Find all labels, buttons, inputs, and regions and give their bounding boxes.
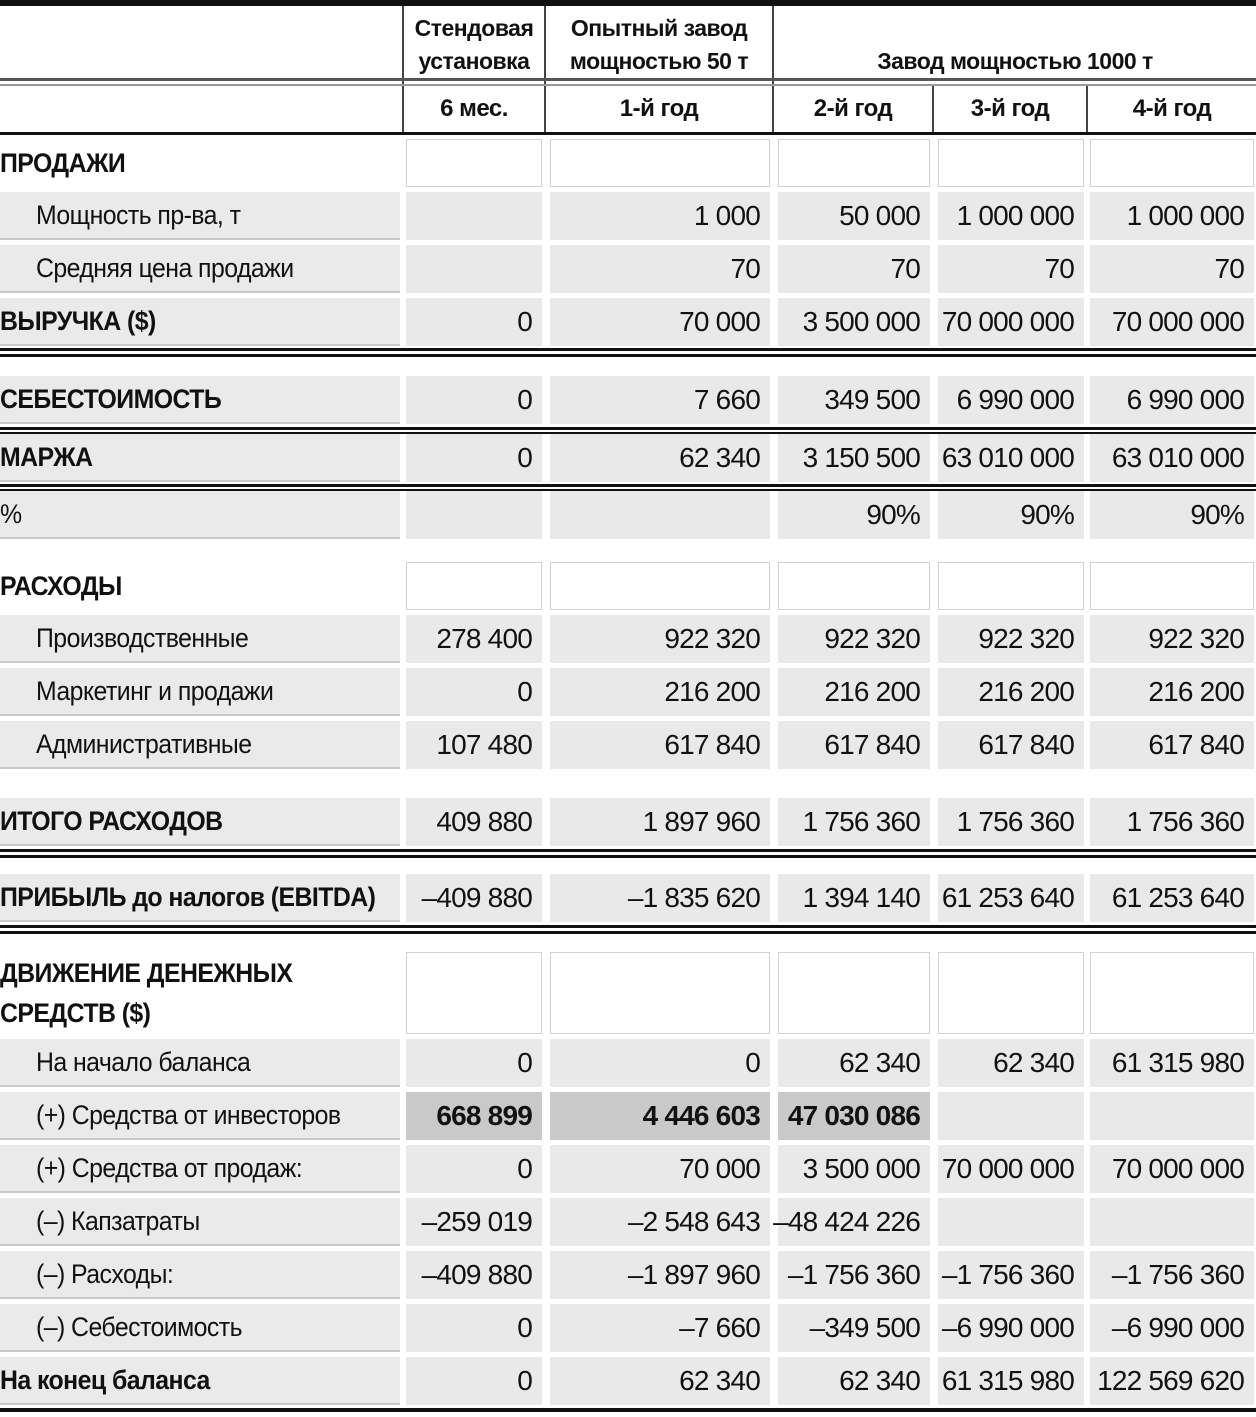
value-cell	[1090, 952, 1254, 1034]
value-cell: 6 990 000	[938, 376, 1084, 424]
value-cell: 70 000 000	[1090, 298, 1254, 346]
double-rule	[0, 354, 1256, 357]
value-cell: 617 840	[778, 721, 930, 769]
value-cell: 70 000 000	[938, 298, 1084, 346]
row-label	[0, 491, 400, 539]
value-cell: 922 320	[938, 615, 1084, 663]
value-cell: 90%	[1090, 491, 1254, 539]
value-cell	[938, 139, 1084, 187]
value-cell: 90%	[778, 491, 930, 539]
value-cell: 62 340	[778, 1039, 930, 1087]
value-cell	[778, 139, 930, 187]
double-rule	[0, 427, 1256, 430]
table-row	[0, 874, 1256, 922]
row-label-text: %	[0, 498, 22, 529]
double-rule	[0, 348, 1256, 351]
table-row	[0, 1304, 1256, 1352]
value-cell: 3 500 000	[778, 298, 930, 346]
value-cell: –409 880	[406, 1251, 542, 1299]
value-cell	[406, 245, 542, 293]
row-label: ПРОДАЖИ	[0, 147, 126, 178]
row-label-text: Маркетинг и продажи	[36, 675, 274, 706]
row-label-text: (+) Средства от продаж:	[36, 1152, 303, 1183]
table-row	[0, 1251, 1256, 1299]
value-cell: –6 990 000	[938, 1304, 1084, 1352]
double-rule	[0, 931, 1256, 934]
value-cell: 278 400	[406, 615, 542, 663]
row-label	[0, 874, 400, 922]
table-row	[0, 376, 1256, 424]
value-cell: –1 835 620	[550, 874, 770, 922]
header-period: 1-й год	[619, 95, 699, 122]
table-row	[0, 434, 1256, 482]
value-cell: 63 010 000	[1090, 434, 1254, 482]
row-label-text: На начало баланса	[36, 1046, 251, 1077]
row-label	[0, 245, 400, 293]
value-cell: 0	[406, 1357, 542, 1405]
row-label-text: (–) Себестоимость	[36, 1311, 242, 1342]
row-label	[0, 798, 400, 846]
value-cell: 122 569 620	[1090, 1357, 1254, 1405]
table-row	[0, 668, 1256, 716]
value-cell	[550, 491, 770, 539]
row-label-text: ПРИБЫЛЬ до налогов (EBITDA)	[0, 881, 376, 912]
value-cell-highlight: 668 899	[406, 1092, 542, 1140]
value-cell	[406, 192, 542, 240]
row-label-text: МАРЖА	[0, 441, 93, 472]
header-period: 4-й год	[1132, 95, 1212, 122]
value-cell: 61 315 980	[1090, 1039, 1254, 1087]
table-row	[0, 1198, 1256, 1246]
value-cell: 1 394 140	[778, 874, 930, 922]
table-row	[0, 1092, 1256, 1140]
header-period: 2-й год	[813, 95, 893, 122]
value-cell	[406, 139, 542, 187]
section-expenses-row	[0, 562, 1256, 610]
value-cell-highlight: 47 030 086	[778, 1092, 930, 1140]
value-cell: 1 756 360	[778, 798, 930, 846]
row-label	[0, 1145, 400, 1193]
header-period: 3-й год	[970, 95, 1050, 122]
row-label-text: (–) Расходы:	[36, 1258, 174, 1289]
value-cell: 63 010 000	[938, 434, 1084, 482]
table-row	[0, 491, 1256, 539]
value-cell: –1 756 360	[778, 1251, 930, 1299]
value-cell: 62 340	[938, 1039, 1084, 1087]
value-cell: 617 840	[938, 721, 1084, 769]
value-cell: 1 000 000	[938, 192, 1084, 240]
row-label: ДВИЖЕНИЕ ДЕНЕЖНЫХ СРЕДСТВ ($)	[0, 958, 293, 1028]
value-cell: 0	[550, 1039, 770, 1087]
value-cell	[406, 491, 542, 539]
value-cell: 70	[550, 245, 770, 293]
value-cell: 0	[406, 1039, 542, 1087]
value-cell: 6 990 000	[1090, 376, 1254, 424]
value-cell: 70 000 000	[938, 1145, 1084, 1193]
value-cell: 1 897 960	[550, 798, 770, 846]
value-cell: 1 000 000	[1090, 192, 1254, 240]
row-label	[0, 192, 400, 240]
value-cell	[778, 952, 930, 1034]
value-cell: 216 200	[1090, 668, 1254, 716]
double-rule	[0, 484, 1256, 487]
table-row	[0, 245, 1256, 293]
bottom-border	[0, 1408, 1256, 1412]
value-cell: 70	[938, 245, 1084, 293]
value-cell: –7 660	[550, 1304, 770, 1352]
table-row	[0, 1145, 1256, 1193]
row-label	[0, 721, 400, 769]
value-cell: 0	[406, 668, 542, 716]
value-cell: –1 756 360	[1090, 1251, 1254, 1299]
row-label-text: Средняя цена продажи	[36, 252, 294, 283]
value-cell: 0	[406, 376, 542, 424]
value-cell: –409 880	[406, 874, 542, 922]
row-label	[0, 1304, 400, 1352]
row-label-text: ВЫРУЧКА ($)	[0, 305, 156, 336]
value-cell: 0	[406, 298, 542, 346]
value-cell: 1 000	[550, 192, 770, 240]
value-cell: 922 320	[778, 615, 930, 663]
value-cell: 3 150 500	[778, 434, 930, 482]
row-label	[0, 1092, 400, 1140]
value-cell: 0	[406, 1145, 542, 1193]
row-label	[0, 376, 400, 424]
value-cell: 409 880	[406, 798, 542, 846]
section-cashflow-row	[0, 952, 1256, 1034]
row-label	[0, 1357, 400, 1405]
value-cell: –48 424 226	[778, 1198, 930, 1246]
value-cell: 349 500	[778, 376, 930, 424]
value-cell: 61 253 640	[1090, 874, 1254, 922]
row-label	[0, 434, 400, 482]
value-cell	[938, 952, 1084, 1034]
row-label-text: (+) Средства от инвесторов	[36, 1099, 341, 1130]
header-bottom-border	[0, 132, 1256, 135]
table-row	[0, 298, 1256, 346]
row-label-text: Мощность пр-ва, т	[36, 199, 241, 230]
row-label	[0, 1039, 400, 1087]
value-cell	[406, 952, 542, 1034]
value-cell: 50 000	[778, 192, 930, 240]
value-cell: 617 840	[1090, 721, 1254, 769]
value-cell: 90%	[938, 491, 1084, 539]
value-cell: 7 660	[550, 376, 770, 424]
value-cell: 61 253 640	[938, 874, 1084, 922]
table-row	[0, 721, 1256, 769]
value-cell: 70	[1090, 245, 1254, 293]
value-cell	[1090, 562, 1254, 610]
value-cell: 922 320	[550, 615, 770, 663]
table-row	[0, 192, 1256, 240]
header-group-pilot: Опытный завод мощностью 50 т	[569, 15, 749, 74]
row-label-text: Производственные	[36, 622, 249, 653]
double-rule	[0, 849, 1256, 852]
double-rule	[0, 925, 1256, 928]
header-group-bench: Стендовая установка	[414, 15, 534, 74]
table-row	[0, 1039, 1256, 1087]
row-label-text: (–) Капзатраты	[36, 1205, 200, 1236]
value-cell: 107 480	[406, 721, 542, 769]
value-cell	[550, 562, 770, 610]
row-label-text: На конец баланса	[0, 1364, 210, 1395]
row-label	[0, 1198, 400, 1246]
value-cell: 216 200	[938, 668, 1084, 716]
table-row	[0, 615, 1256, 663]
header-divider	[0, 78, 1256, 81]
value-cell: 0	[406, 1304, 542, 1352]
value-cell: 216 200	[778, 668, 930, 716]
value-cell-highlight: 4 446 603	[550, 1092, 770, 1140]
row-label	[0, 298, 400, 346]
value-cell	[1090, 139, 1254, 187]
header-group-plant: Завод мощностью 1000 т	[877, 48, 1153, 74]
value-cell	[550, 952, 770, 1034]
value-cell	[938, 1198, 1084, 1246]
value-cell	[1090, 1198, 1254, 1246]
value-cell: 62 340	[550, 1357, 770, 1405]
value-cell: –2 548 643	[550, 1198, 770, 1246]
row-label	[0, 1251, 400, 1299]
table-row	[0, 1357, 1256, 1405]
value-cell: 70 000	[550, 1145, 770, 1193]
value-cell	[406, 562, 542, 610]
value-cell	[938, 1092, 1084, 1140]
value-cell: 1 756 360	[1090, 798, 1254, 846]
value-cell	[550, 139, 770, 187]
value-cell: 62 340	[778, 1357, 930, 1405]
value-cell: 1 756 360	[938, 798, 1084, 846]
double-rule	[0, 855, 1256, 858]
header-period: 6 мес.	[440, 95, 508, 122]
value-cell	[938, 562, 1084, 610]
value-cell: 216 200	[550, 668, 770, 716]
value-cell: –1 756 360	[938, 1251, 1084, 1299]
value-cell: –349 500	[778, 1304, 930, 1352]
row-label-text: ИТОГО РАСХОДОВ	[0, 805, 223, 836]
row-label-text: Административные	[36, 728, 252, 759]
header-group-row	[0, 6, 1256, 82]
row-label	[0, 615, 400, 663]
value-cell: 70 000	[550, 298, 770, 346]
value-cell	[1090, 1092, 1254, 1140]
value-cell: 70	[778, 245, 930, 293]
value-cell: –1 897 960	[550, 1251, 770, 1299]
row-label-text: СЕБЕСТОИМОСТЬ	[0, 383, 222, 414]
value-cell	[778, 562, 930, 610]
value-cell: 922 320	[1090, 615, 1254, 663]
value-cell: 62 340	[550, 434, 770, 482]
table-row	[0, 798, 1256, 846]
value-cell: –6 990 000	[1090, 1304, 1254, 1352]
value-cell: 0	[406, 434, 542, 482]
value-cell: 3 500 000	[778, 1145, 930, 1193]
value-cell: –259 019	[406, 1198, 542, 1246]
value-cell: 61 315 980	[938, 1357, 1084, 1405]
row-label: РАСХОДЫ	[0, 570, 122, 601]
row-label	[0, 668, 400, 716]
value-cell: 617 840	[550, 721, 770, 769]
value-cell: 70 000 000	[1090, 1145, 1254, 1193]
header-period-row	[0, 86, 1256, 132]
section-sales-row	[0, 139, 1256, 187]
